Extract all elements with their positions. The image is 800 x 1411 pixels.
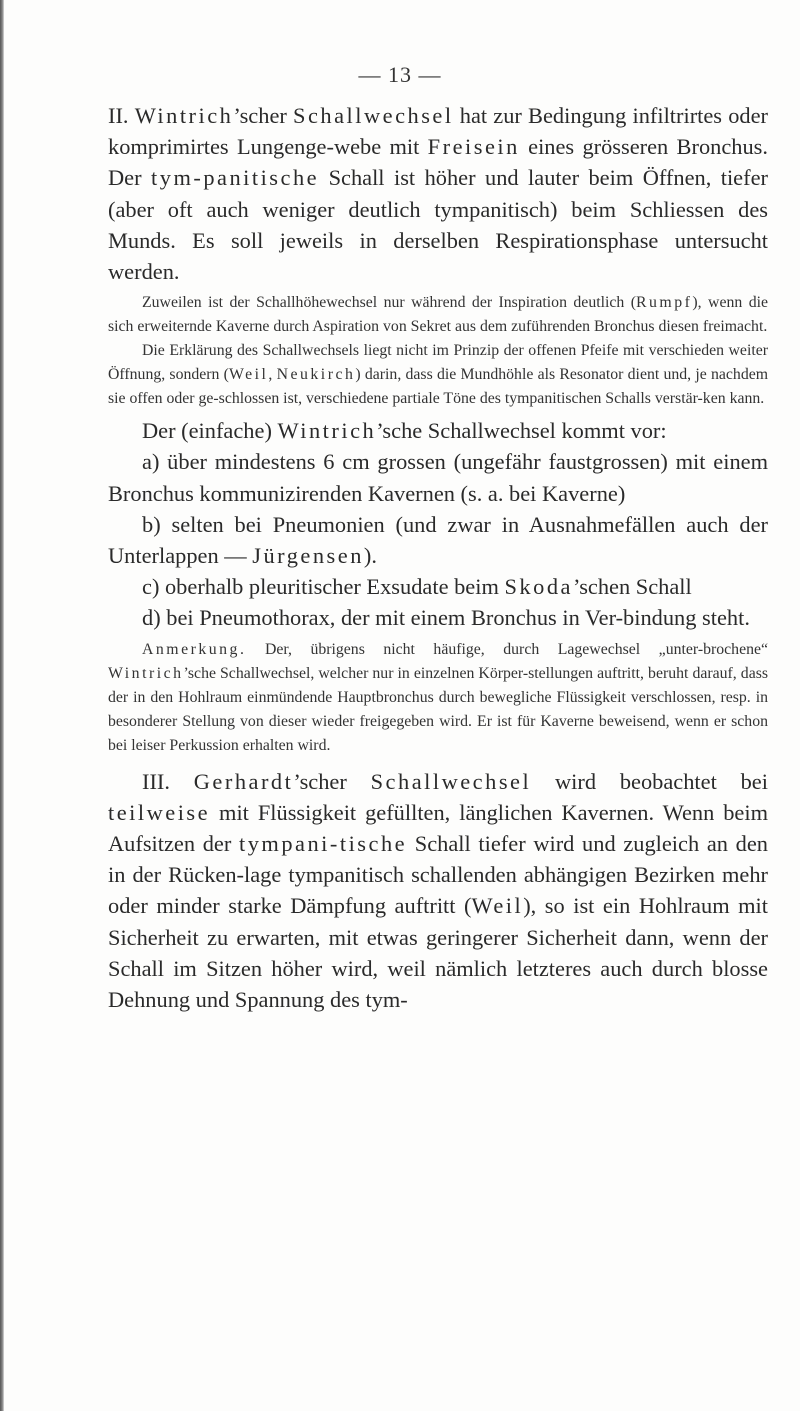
author-juergensen: Jürgensen [252,543,364,569]
section-ii-text-2: eines grösseren Bronchus. Der [108,134,768,191]
item-b [108,509,768,571]
item-a: a) über mindestens 6 cm grossen (ungefähr faustgrossen) mit einem Bronchus kommunizirenden Kavernen (s. a. bei Kaverne) [108,449,768,506]
tympanitische-term: tym-panitische [151,165,320,191]
anmerkung-name: Wintrich [108,664,184,682]
author-weil-2: Weil [471,893,524,919]
section-iii-paragraph [108,766,768,1016]
simple-post: ’sche Schallwechsel kommt vor: [376,418,667,444]
note-explanation-post: ) darin, dass die Mundhöhle als Resonator dient und, je nachdem sie offen oder ge-schlossen ist, verschiedene partiale Töne des tympanitischen Schalls verstär-ken kann. [108,366,769,408]
item-b-post: ). [363,543,377,569]
section-iii-name-suffix: ’scher [293,768,347,794]
item-b-pre: b) selten bei Pneumonien (und zwar in Ausnahmefällen auch der Unterlappen — [108,511,768,569]
anmerkung-post: ’sche Schallwechsel, welcher nur in einzelnen Körper-stellungen auftritt, beruht darauf, dass der in den Hohlraum einmündende Hauptbronchus durch bewegliche Flüssigkeit verschlossen, resp. in besonderer Stellung von dieser wieder freigegeben wird. Er ist für Kaverne beweisend, wenn er schon bei leiser Perkussion erhalten wird. [108,664,768,754]
anmerkung-pre: Der, übrigens nicht häufige, durch Lagewechsel „unter-brochene“ [264,640,768,658]
simple-name: Wintrich [277,418,377,444]
section-iii-numeral: III. [142,768,170,794]
section-ii-text-3: Schall ist höher und lauter beim Öffnen, tiefer (aber oft auch weniger deutlich tympanitisch) beim Schliessen des Munds. Es soll jeweils in derselben Respirationsphase untersucht werden. [108,165,768,285]
simple-pre: Der (einfache) [142,418,272,444]
page-number: — 13 — [358,62,442,87]
note-explanation-sep: , [268,366,277,384]
anmerkung-label: Anmerkung. [142,640,247,658]
author-neukirch: Neukirch [276,366,356,384]
section-ii-paragraph [108,100,768,287]
section-iii-text-4: ), so ist ein Hohlraum mit Sicherheit zu erwarten, mit etwas geringerer Sicherheit dann, wenn der Schall im Sitzen höher wird, weil nämlich letzteres auch durch blosse Dehnung und Spannung des tym- [108,893,768,1013]
note-inspiration [108,291,768,339]
note-inspiration-post: ), wenn die sich erweiternde Kaverne durch Aspiration von Sekret aus dem zuführenden Bronchus diesen freimacht. [108,294,768,336]
note-explanation-pre: Die Erklärung des Schallwechsels liegt nicht im Prinzip der offenen Pfeife mit verschieden weiter Öffnung, sondern ( [108,342,768,384]
author-skoda: Skoda [504,574,573,600]
section-iii-text-1: wird beobachtet bei [555,768,768,794]
item-c-pre: c) oberhalb pleuritischer Exsudate beim [142,574,499,600]
section-ii-name: Wintrich [134,103,234,128]
section-ii-term: Schallwechsel [293,103,454,128]
note-explanation [108,339,768,411]
section-iii-text-2: mit Flüssigkeit gefüllten, länglichen Kavernen. Wenn beim Aufsitzen der [108,799,768,857]
section-ii-name-suffix: ’scher [233,103,287,128]
item-c [108,571,768,602]
item-d: d) bei Pneumothorax, der mit einem Bronchus in Ver-bindung steht. [142,605,750,631]
tympanitische-term-2: tympani-tische [239,831,408,857]
note-inspiration-pre: Zuweilen ist der Schallhöhewechsel nur während der Inspiration deutlich ( [142,294,636,312]
anmerkung-note [108,638,768,758]
section-iii-text-3: Schall tiefer wird und zugleich an den in der Rücken-lage tympanitisch schallenden abhängigen Bezirken mehr oder minder starke Dämpfung auftritt ( [108,831,768,919]
author-weil: Weil [228,366,269,384]
page-body [108,100,768,1015]
freisein-term: Freisein [427,134,520,160]
teilweise-term: teilweise [108,799,211,825]
section-ii-numeral: II. [108,103,129,128]
author-rumpf: Rumpf [636,294,693,312]
item-c-post: ’schen Schall [572,574,692,600]
section-iii-name: Gerhardt [193,768,294,794]
section-ii-text-1: hat zur Bedingung infiltrirtes oder komprimirtes Lungenge-webe mit [108,103,768,160]
page-binding-edge [0,0,4,1411]
simple-wintrich-paragraph [108,415,768,446]
section-iii-term: Schallwechsel [370,768,532,794]
